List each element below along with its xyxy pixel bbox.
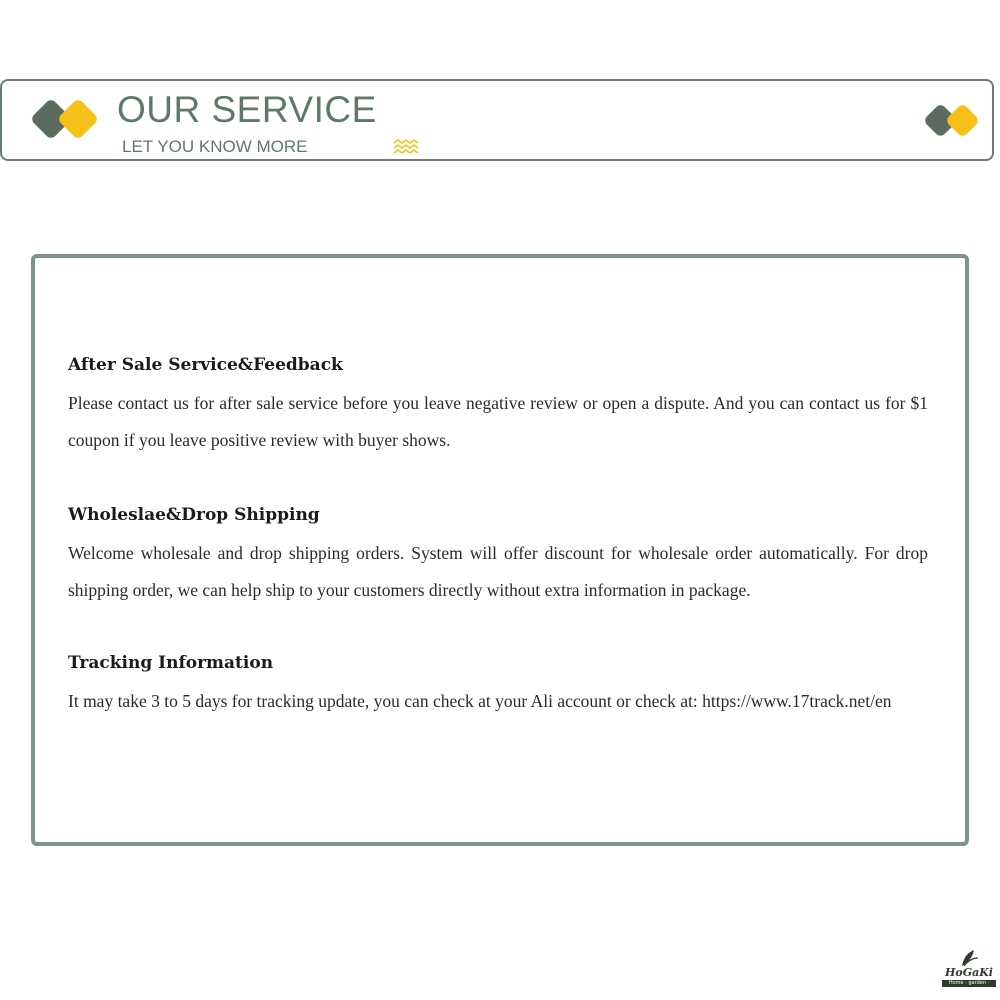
leaf-icon xyxy=(940,946,998,968)
section-wholesale xyxy=(68,503,928,609)
section-title: Wholeslae&Drop Shipping xyxy=(68,505,320,525)
diamond-left-icon xyxy=(36,104,106,144)
service-banner xyxy=(0,79,994,161)
diamond-right-icon xyxy=(928,108,988,144)
brand-logo xyxy=(940,946,998,993)
service-info-card xyxy=(31,254,969,846)
section-title: After Sale Service&Feedback xyxy=(68,355,343,375)
banner-title: OUR SERVICE xyxy=(117,89,377,130)
section-tracking xyxy=(68,651,928,720)
logo-name: HoGaKi xyxy=(945,966,993,979)
wave-icon xyxy=(392,139,420,155)
logo-tagline: Home · garden · kitchen xyxy=(942,980,996,987)
banner-subtitle: LET YOU KNOW MORE xyxy=(122,137,308,156)
section-body: Welcome wholesale and drop shipping orders. System will offer discount for wholesale order automatically. For drop shipping order, we can help ship to your customers directly without extra information in package. xyxy=(68,543,928,600)
section-body: Please contact us for after sale service before you leave negative review or open a dispute. And you can contact us for $1 coupon if you leave positive review with buyer shows. xyxy=(68,393,928,450)
section-title: Tracking Information xyxy=(68,653,274,673)
section-after-sale xyxy=(68,353,928,459)
section-body: It may take 3 to 5 days for tracking update, you can check at your Ali account or check at: https://www.17track.net/en xyxy=(68,691,892,711)
